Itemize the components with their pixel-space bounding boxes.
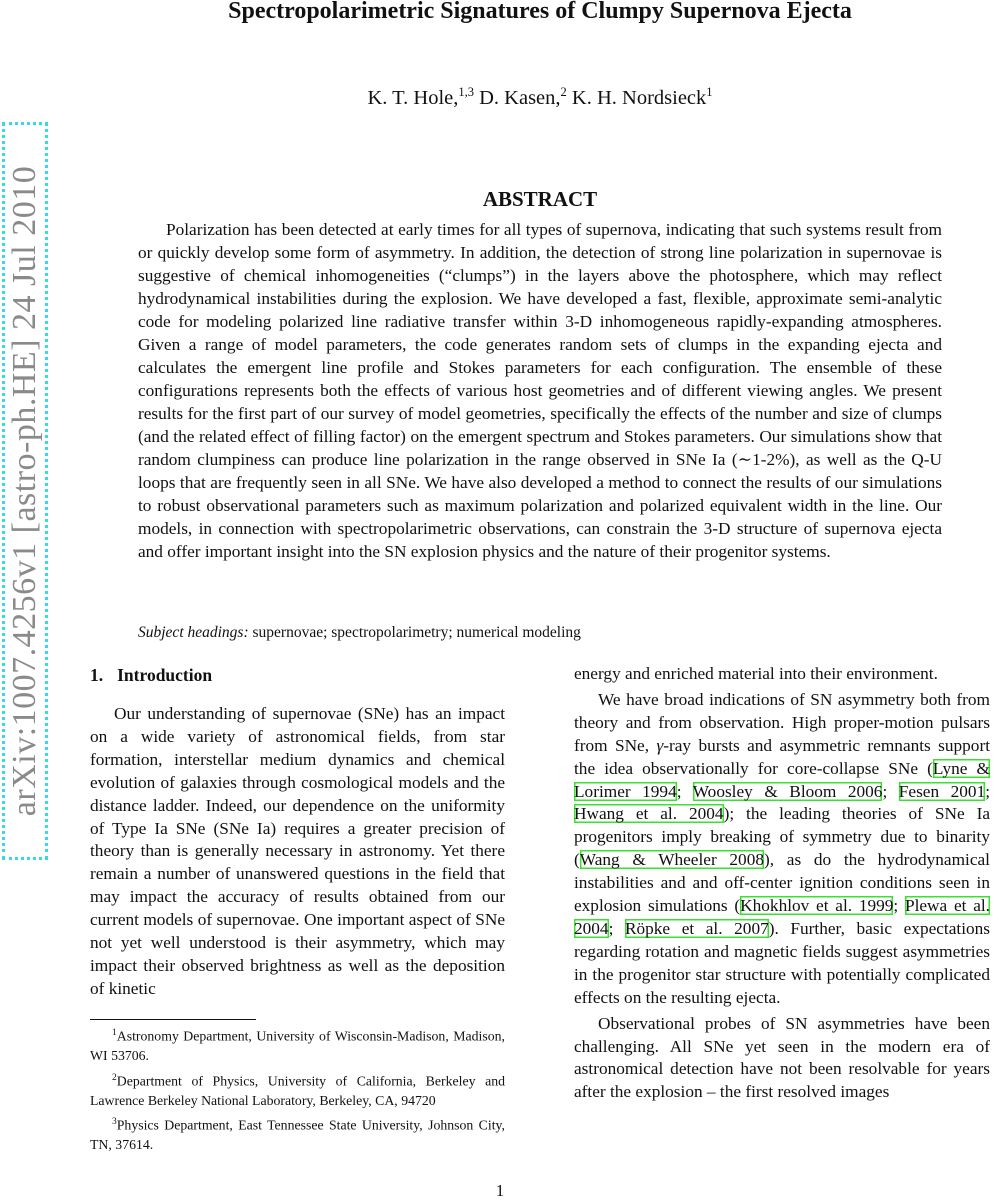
citation-separator: ; (882, 781, 899, 801)
footnote (90, 1069, 505, 1111)
citation-separator: ; (893, 896, 905, 916)
footnote-mark: 1 (112, 1028, 117, 1038)
author-affiliation: 1 (706, 85, 713, 99)
citation-separator: ; (676, 781, 693, 801)
subject-headings-label: Subject headings: (138, 624, 249, 641)
intro-paragraph-probes: Observational probes of SN asymmetries have been challenging. All SNe yet seen in the modern era of astronomical detection have not been resolvable for years after the explosion – the first resolved images (574, 1013, 990, 1102)
subject-headings (138, 622, 942, 644)
intro-paragraph-continued: energy and enriched material into their environment. (574, 664, 938, 683)
section-title: Introduction (117, 665, 213, 685)
paragraph-text: ). Further, basic expectations regarding rotation and magnetic fields suggest asymmetries in the progenitor star structure with potentially complicated effects on the resulting ejecta. (574, 918, 991, 1007)
paragraph-text: ), as do the hydrodynamical instabilities and and off-center ignition conditions seen in explosion simulations ( (574, 850, 990, 916)
citation-link[interactable]: Röpke et al. 2007 (624, 918, 769, 938)
author-list (90, 76, 990, 114)
footnote-text: Astronomy Department, University of Wisconsin-Madison, Madison, WI 53706. (90, 1028, 505, 1064)
intro-paragraph-asymmetry (574, 689, 990, 1010)
footnote-divider (90, 1019, 256, 1020)
section-number: 1. (90, 665, 104, 685)
paragraph-text: We have broad indications of SN asymmetry both from theory and from observation. High proper-motion pulsars from SNe, (574, 689, 990, 755)
footnote-mark: 2 (112, 1072, 117, 1083)
footnote (90, 1113, 505, 1155)
citation-link[interactable]: Plewa et al. 2004 (574, 896, 990, 938)
citation-link[interactable]: Khokhlov et al. 1999 (740, 896, 894, 916)
paragraph-text: ); the leading theories of SNe Ia progenitors imply breaking of symmetry due to binarity ( (574, 804, 991, 870)
author-name: K. T. Hole, (367, 86, 459, 109)
citation-separator: ; (985, 781, 991, 801)
citation-link[interactable]: Hwang et al. 2004 (574, 804, 724, 824)
page-number: 1 (495, 1181, 505, 1200)
abstract-text: Polarization has been detected at early times for all types of supernova, indicating that such systems result from or quickly develop some form of asymmetry. In addition, the detection of strong line polarization in supernovae is suggestive of chemical inhomogeneities (“clumps”) in the layers above the photosphere, which may reflect hydrodynamical instabilities during the explosion. We have developed a fast, flexible, approximate semi-analytic code for modeling polarized line radiative transfer within 3-D inhomogeneous rapidly-expanding atmospheres. Given a range of model parameters, the code generates random sets of clumps in the expanding ejecta and calculates the emergent line profile and Stokes parameters for each configuration. The ensemble of these configurations represents both the effects of various host geometries and of different viewing angles. We present results for the first part of our survey of model geometries, specifically the effects of the number and size of clumps (and the related effect of filling factor) on the emergent spectrum and Stokes parameters. Our simulations show that random clumpiness can produce line polarization in the range observed in SNe Ia (∼1-2%), as well as the Q-U loops that are frequently seen in all SNe. We have also developed a method to connect the results of our simulations to robust observational parameters such as maximum polarization and polarized equivalent width in the line. Our models, in connection with spectropolarimetric observations, can constrain the 3-D structure of supernova ejecta and offer important insight into the SN explosion physics and the nature of their progenitor systems. (138, 220, 942, 561)
footnote-mark: 3 (112, 1117, 117, 1128)
citation-link[interactable]: Lyne & Lorimer 1994 (574, 758, 990, 801)
subject-headings-value: supernovae; spectropolarimetry; numerical modeling (252, 624, 581, 641)
paragraph-text: -ray bursts and asymmetric remnants support the idea observationally for core-collapse SNe ( (574, 735, 990, 778)
citation-link[interactable]: Woosley & Bloom 2006 (692, 781, 883, 801)
citation-link[interactable]: Wang & Wheeler 2008 (579, 850, 764, 870)
footnote-text: Department of Physics, University of California, Berkeley and Lawrence Berkeley National Laboratory, Berkeley, CA, 94720 (90, 1073, 505, 1108)
citation-link[interactable]: Fesen 2001 (898, 781, 986, 801)
author-affiliation: 2 (560, 85, 567, 99)
author-name: K. H. Nordsieck (571, 86, 707, 109)
footnote (90, 1024, 505, 1066)
footnotes (90, 1024, 505, 1158)
gamma-symbol: γ (656, 735, 664, 755)
author-name: D. Kasen, (479, 86, 561, 109)
paper-title: Spectropolarimetric Signatures of Clumpy Supernova Ejecta (228, 0, 852, 24)
arxiv-stamp-text: arXiv:1007.4256v1 [astro-ph.HE] 24 Jul 2010 (6, 165, 43, 817)
abstract-heading: ABSTRACT (482, 187, 598, 211)
section-heading (90, 662, 510, 688)
author-affiliation: 1,3 (458, 85, 474, 99)
footnote-text: Physics Department, East Tennessee State University, Johnson City, TN, 37614. (90, 1117, 505, 1153)
intro-paragraph-left: Our understanding of supernovae (SNe) has an impact on a wide variety of astronomical fields, from star formation, interstellar medium dynamics and chemical evolution of galaxies through cosmological models and the distance ladder. Indeed, our dependence on the uniformity of Type Ia SNe (SNe Ia) requires a greater precision of theory than is generally necessary in astronomy. Yet there remain a number of unanswered questions in the field that may impact the accuracy of results obtained from our current models of supernovae. One important aspect of SNe not yet well understood is their asymmetry, which may impact their observed brightness as well as the deposition of kinetic (90, 704, 505, 998)
intro-column-right (574, 663, 990, 1107)
citation-separator: ; (608, 918, 625, 938)
arxiv-stamp[interactable] (2, 122, 48, 860)
